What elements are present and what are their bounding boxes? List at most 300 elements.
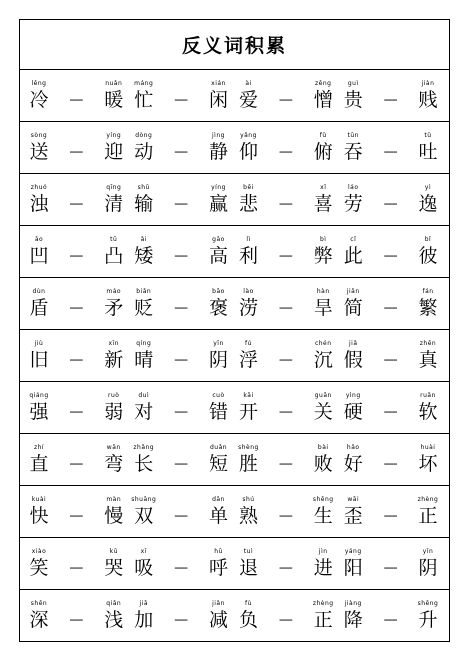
- hanzi-character: 输: [134, 192, 154, 215]
- antonym-dash: —: [278, 143, 293, 160]
- pinyin-label: xǐ: [320, 183, 327, 191]
- word-character: [340, 330, 366, 381]
- antonym-row: [20, 486, 449, 538]
- antonym-pair: [340, 174, 445, 225]
- pinyin-label: yì: [424, 183, 432, 191]
- hanzi-character: 高: [208, 244, 228, 267]
- antonym-pair: [26, 70, 131, 121]
- hanzi-character: 憎: [313, 88, 333, 111]
- pinyin-label: lěng: [31, 79, 47, 87]
- antonym-character: [101, 590, 127, 641]
- hanzi-character: 悲: [238, 192, 258, 215]
- pinyin-label: jìng: [212, 131, 225, 139]
- hanzi-character: 慢: [104, 504, 124, 527]
- antonym-pair: [236, 590, 341, 641]
- antonym-pair: [26, 278, 131, 329]
- hanzi-character: 喜: [313, 192, 333, 215]
- antonym-pair: [26, 486, 131, 537]
- hanzi-character: 胜: [238, 452, 258, 475]
- antonym-dash: —: [174, 195, 189, 212]
- hanzi-character: 矮: [134, 244, 154, 267]
- antonym-dash: —: [383, 559, 398, 576]
- pinyin-label: xī: [140, 547, 147, 555]
- pinyin-label: chén: [314, 339, 332, 347]
- antonym-worksheet: [19, 19, 450, 642]
- antonym-dash: —: [69, 455, 84, 472]
- hanzi-character: 加: [134, 608, 154, 631]
- word-character: [236, 330, 262, 381]
- antonym-dash: —: [383, 351, 398, 368]
- hanzi-character: 忙: [134, 88, 154, 111]
- hanzi-character: 败: [313, 452, 333, 475]
- pinyin-label: kū: [109, 547, 118, 555]
- antonym-dash: —: [383, 91, 398, 108]
- hanzi-character: 阳: [343, 556, 363, 579]
- pinyin-label: zhèng: [417, 495, 439, 503]
- antonym-character: [310, 174, 336, 225]
- pinyin-label: jiǎ: [348, 339, 358, 347]
- antonym-pair: [236, 538, 341, 589]
- antonym-pair: [236, 174, 341, 225]
- word-character: [236, 122, 262, 173]
- pinyin-label: bài: [317, 443, 329, 451]
- hanzi-character: 降: [343, 608, 363, 631]
- antonym-character: [101, 122, 127, 173]
- word-character: [131, 486, 157, 537]
- antonym-dash: —: [69, 403, 84, 420]
- pinyin-label: kāi: [243, 391, 254, 399]
- pinyin-label: cǐ: [350, 235, 357, 243]
- word-character: [131, 330, 157, 381]
- word-character: [26, 278, 52, 329]
- pinyin-label: fán: [422, 287, 434, 295]
- antonym-character: [206, 122, 232, 173]
- hanzi-character: 生: [313, 504, 333, 527]
- antonym-row: [20, 434, 449, 486]
- word-character: [340, 434, 366, 485]
- antonym-character: [415, 226, 441, 277]
- pinyin-label: sòng: [30, 131, 48, 139]
- hanzi-character: 贬: [134, 296, 154, 319]
- antonym-dash: —: [69, 351, 84, 368]
- antonym-dash: —: [383, 247, 398, 264]
- pinyin-label: shū: [137, 183, 150, 191]
- hanzi-character: 减: [208, 608, 228, 631]
- hanzi-character: 真: [418, 348, 438, 371]
- pinyin-label: kuài: [31, 495, 47, 503]
- pinyin-label: ài: [245, 79, 252, 87]
- pinyin-label: fú: [245, 339, 252, 347]
- pinyin-label: huài: [420, 443, 436, 451]
- antonym-dash: —: [174, 247, 189, 264]
- word-character: [131, 174, 157, 225]
- antonym-row: [20, 226, 449, 278]
- pinyin-label: láo: [347, 183, 359, 191]
- pinyin-label: shēn: [30, 599, 48, 607]
- pinyin-label: yíng: [106, 131, 122, 139]
- antonym-character: [415, 434, 441, 485]
- antonym-character: [101, 382, 127, 433]
- pinyin-label: guì: [347, 79, 359, 87]
- antonym-pair: [340, 486, 445, 537]
- pinyin-label: xīn: [108, 339, 120, 347]
- antonym-pair: [340, 70, 445, 121]
- antonym-dash: —: [174, 351, 189, 368]
- pinyin-label: máng: [134, 79, 154, 87]
- pinyin-label: jiàng: [344, 599, 362, 607]
- pinyin-label: yíng: [211, 183, 226, 191]
- pinyin-label: tūn: [347, 131, 359, 139]
- hanzi-character: 吸: [134, 556, 154, 579]
- antonym-pair: [131, 278, 236, 329]
- worksheet-title: 反义词积累: [20, 20, 449, 70]
- hanzi-character: 呼: [208, 556, 228, 579]
- antonym-pair: [340, 226, 445, 277]
- hanzi-character: 暖: [104, 88, 124, 111]
- antonym-dash: —: [174, 455, 189, 472]
- pinyin-label: āo: [34, 235, 44, 243]
- pinyin-label: dòng: [135, 131, 153, 139]
- antonym-pair: [131, 590, 236, 641]
- hanzi-character: 强: [29, 400, 49, 423]
- pinyin-label: lì: [246, 235, 251, 243]
- antonym-dash: —: [383, 507, 398, 524]
- antonym-row: [20, 382, 449, 434]
- antonym-dash: —: [278, 91, 293, 108]
- hanzi-character: 升: [418, 608, 438, 631]
- antonym-dash: —: [69, 143, 84, 160]
- pinyin-label: shú: [242, 495, 255, 503]
- hanzi-character: 正: [418, 504, 438, 527]
- word-character: [26, 226, 52, 277]
- hanzi-character: 弊: [313, 244, 333, 267]
- antonym-character: [206, 538, 232, 589]
- hanzi-character: 开: [238, 400, 258, 423]
- antonym-pair: [340, 330, 445, 381]
- word-character: [26, 122, 52, 173]
- pinyin-label: yīn: [422, 547, 434, 555]
- pinyin-label: gāo: [212, 235, 225, 243]
- pinyin-label: jiù: [34, 339, 44, 347]
- antonym-dash: —: [69, 611, 84, 628]
- antonym-pair: [236, 382, 341, 433]
- hanzi-character: 沉: [313, 348, 333, 371]
- hanzi-character: 弯: [104, 452, 124, 475]
- word-character: [26, 330, 52, 381]
- hanzi-character: 浊: [29, 192, 49, 215]
- word-character: [340, 122, 366, 173]
- hanzi-character: 彼: [418, 244, 438, 267]
- hanzi-character: 劳: [343, 192, 363, 215]
- hanzi-character: 贱: [418, 88, 438, 111]
- pinyin-label: shēng: [417, 599, 439, 607]
- antonym-dash: —: [278, 559, 293, 576]
- word-character: [236, 486, 262, 537]
- hanzi-character: 简: [343, 296, 363, 319]
- hanzi-character: 新: [104, 348, 124, 371]
- pinyin-label: wān: [106, 443, 121, 451]
- hanzi-character: 浅: [104, 608, 124, 631]
- antonym-character: [101, 486, 127, 537]
- pinyin-label: tū: [110, 235, 118, 243]
- hanzi-character: 负: [238, 608, 258, 631]
- antonym-pair: [340, 122, 445, 173]
- pinyin-label: cuò: [212, 391, 225, 399]
- hanzi-character: 迎: [104, 140, 124, 163]
- antonym-pair: [26, 330, 131, 381]
- hanzi-character: 晴: [134, 348, 154, 371]
- word-character: [26, 486, 52, 537]
- word-character: [131, 70, 157, 121]
- pinyin-label: wāi: [347, 495, 360, 503]
- antonym-character: [310, 278, 336, 329]
- hanzi-character: 吐: [418, 140, 438, 163]
- hanzi-character: 利: [238, 244, 258, 267]
- pinyin-label: zhǎng: [133, 443, 155, 451]
- pinyin-label: yáng: [344, 547, 362, 555]
- hanzi-character: 赢: [208, 192, 228, 215]
- word-character: [131, 590, 157, 641]
- pinyin-label: tuì: [243, 547, 254, 555]
- antonym-pair: [131, 330, 236, 381]
- antonym-row: [20, 590, 449, 641]
- antonym-pair: [236, 122, 341, 173]
- antonym-character: [101, 278, 127, 329]
- antonym-pair: [131, 434, 236, 485]
- antonym-character: [310, 382, 336, 433]
- word-character: [131, 122, 157, 173]
- hanzi-character: 涝: [238, 296, 258, 319]
- hanzi-character: 旱: [313, 296, 333, 319]
- pinyin-label: biǎn: [136, 287, 152, 295]
- word-character: [236, 70, 262, 121]
- antonym-character: [206, 330, 232, 381]
- hanzi-character: 贵: [343, 88, 363, 111]
- antonym-pair: [26, 122, 131, 173]
- antonym-dash: —: [69, 195, 84, 212]
- antonym-character: [206, 434, 232, 485]
- antonym-character: [310, 538, 336, 589]
- hanzi-character: 笑: [29, 556, 49, 579]
- pinyin-label: zhèng: [312, 599, 334, 607]
- antonym-character: [415, 330, 441, 381]
- antonym-pair: [236, 226, 341, 277]
- antonym-dash: —: [174, 91, 189, 108]
- pinyin-label: shēng: [312, 495, 334, 503]
- word-character: [340, 278, 366, 329]
- antonym-pair: [26, 538, 131, 589]
- pinyin-label: zhí: [33, 443, 45, 451]
- hanzi-character: 单: [208, 504, 228, 527]
- word-character: [131, 226, 157, 277]
- pinyin-label: jiǎn: [346, 287, 360, 295]
- hanzi-character: 仰: [238, 140, 258, 163]
- antonym-character: [101, 538, 127, 589]
- hanzi-character: 好: [343, 452, 363, 475]
- hanzi-character: 对: [134, 400, 154, 423]
- word-character: [340, 590, 366, 641]
- pinyin-label: ǎi: [140, 235, 147, 243]
- word-character: [340, 174, 366, 225]
- hanzi-character: 阴: [208, 348, 228, 371]
- hanzi-character: 坏: [418, 452, 438, 475]
- hanzi-character: 哭: [104, 556, 124, 579]
- antonym-character: [310, 122, 336, 173]
- pinyin-label: hǎo: [346, 443, 360, 451]
- word-character: [26, 174, 52, 225]
- word-character: [131, 278, 157, 329]
- hanzi-character: 旧: [29, 348, 49, 371]
- pinyin-label: shuāng: [131, 495, 157, 503]
- antonym-pair: [236, 434, 341, 485]
- antonym-character: [310, 226, 336, 277]
- hanzi-character: 阴: [418, 556, 438, 579]
- hanzi-character: 双: [134, 504, 154, 527]
- antonym-pair: [26, 434, 131, 485]
- hanzi-character: 错: [208, 400, 228, 423]
- antonym-character: [415, 278, 441, 329]
- pinyin-label: bēi: [243, 183, 254, 191]
- antonym-dash: —: [278, 403, 293, 420]
- antonym-character: [310, 330, 336, 381]
- antonym-dash: —: [69, 559, 84, 576]
- antonym-character: [206, 226, 232, 277]
- word-character: [26, 382, 52, 433]
- word-character: [131, 382, 157, 433]
- hanzi-character: 浮: [238, 348, 258, 371]
- hanzi-character: 凸: [104, 244, 124, 267]
- antonym-character: [206, 590, 232, 641]
- pinyin-label: guān: [314, 391, 332, 399]
- pinyin-label: máo: [106, 287, 122, 295]
- antonym-pair: [26, 382, 131, 433]
- antonym-dash: —: [69, 507, 84, 524]
- antonym-row: [20, 174, 449, 226]
- hanzi-character: 短: [208, 452, 228, 475]
- antonym-character: [310, 70, 336, 121]
- word-character: [340, 486, 366, 537]
- antonym-dash: —: [383, 403, 398, 420]
- hanzi-character: 假: [343, 348, 363, 371]
- antonym-pair: [340, 538, 445, 589]
- word-character: [26, 70, 52, 121]
- hanzi-character: 此: [343, 244, 363, 267]
- pinyin-label: dān: [212, 495, 225, 503]
- hanzi-character: 爱: [238, 88, 258, 111]
- antonym-pair: [236, 486, 341, 537]
- pinyin-label: hàn: [316, 287, 330, 295]
- pinyin-label: tǔ: [424, 131, 432, 139]
- pinyin-label: nuǎn: [105, 79, 123, 87]
- antonym-pair: [26, 226, 131, 277]
- antonym-dash: —: [174, 507, 189, 524]
- antonym-dash: —: [174, 299, 189, 316]
- hanzi-character: 送: [29, 140, 49, 163]
- hanzi-character: 清: [104, 192, 124, 215]
- antonym-dash: —: [383, 143, 398, 160]
- antonym-pair: [131, 70, 236, 121]
- word-character: [26, 590, 52, 641]
- antonym-character: [415, 486, 441, 537]
- pinyin-label: duǎn: [209, 443, 228, 451]
- pinyin-label: yīn: [213, 339, 224, 347]
- word-character: [26, 434, 52, 485]
- antonym-character: [415, 70, 441, 121]
- word-character: [236, 538, 262, 589]
- hanzi-character: 歪: [343, 504, 363, 527]
- hanzi-character: 褒: [208, 296, 228, 319]
- antonym-dash: —: [69, 91, 84, 108]
- antonym-character: [101, 434, 127, 485]
- antonym-dash: —: [278, 507, 293, 524]
- word-character: [236, 174, 262, 225]
- hanzi-character: 弱: [104, 400, 124, 423]
- antonym-dash: —: [278, 611, 293, 628]
- antonym-row: [20, 122, 449, 174]
- hanzi-character: 快: [29, 504, 49, 527]
- antonym-row: [20, 330, 449, 382]
- antonym-character: [310, 486, 336, 537]
- antonym-dash: —: [278, 455, 293, 472]
- antonym-pair: [131, 382, 236, 433]
- antonym-dash: —: [278, 195, 293, 212]
- antonym-pair: [236, 70, 341, 121]
- word-character: [236, 434, 262, 485]
- word-character: [340, 226, 366, 277]
- word-character: [236, 278, 262, 329]
- pinyin-label: qiǎn: [106, 599, 122, 607]
- hanzi-character: 凹: [29, 244, 49, 267]
- hanzi-character: 正: [313, 608, 333, 631]
- pinyin-label: bāo: [212, 287, 225, 295]
- hanzi-character: 进: [313, 556, 333, 579]
- pinyin-label: yǎng: [240, 131, 257, 139]
- antonym-dash: —: [383, 455, 398, 472]
- hanzi-character: 硬: [343, 400, 363, 423]
- antonym-pair: [131, 538, 236, 589]
- word-character: [236, 590, 262, 641]
- antonym-pair: [340, 434, 445, 485]
- hanzi-character: 直: [29, 452, 49, 475]
- antonym-character: [415, 590, 441, 641]
- antonym-dash: —: [69, 247, 84, 264]
- antonym-dash: —: [174, 559, 189, 576]
- pinyin-label: zēng: [315, 79, 332, 87]
- antonym-pair: [236, 330, 341, 381]
- hanzi-character: 冷: [29, 88, 49, 111]
- antonym-table: [20, 70, 449, 641]
- antonym-row: [20, 70, 449, 122]
- hanzi-character: 软: [418, 400, 438, 423]
- antonym-character: [415, 538, 441, 589]
- pinyin-label: fù: [245, 599, 252, 607]
- pinyin-label: bì: [320, 235, 327, 243]
- pinyin-label: xián: [211, 79, 226, 87]
- pinyin-label: hū: [214, 547, 223, 555]
- antonym-dash: —: [278, 299, 293, 316]
- antonym-pair: [340, 590, 445, 641]
- antonym-pair: [26, 590, 131, 641]
- pinyin-label: shèng: [238, 443, 259, 451]
- antonym-character: [101, 174, 127, 225]
- pinyin-label: jìn: [318, 547, 328, 555]
- antonym-character: [101, 70, 127, 121]
- antonym-dash: —: [383, 299, 398, 316]
- pinyin-label: dùn: [32, 287, 46, 295]
- antonym-dash: —: [174, 403, 189, 420]
- antonym-character: [101, 226, 127, 277]
- pinyin-label: zhuó: [30, 183, 48, 191]
